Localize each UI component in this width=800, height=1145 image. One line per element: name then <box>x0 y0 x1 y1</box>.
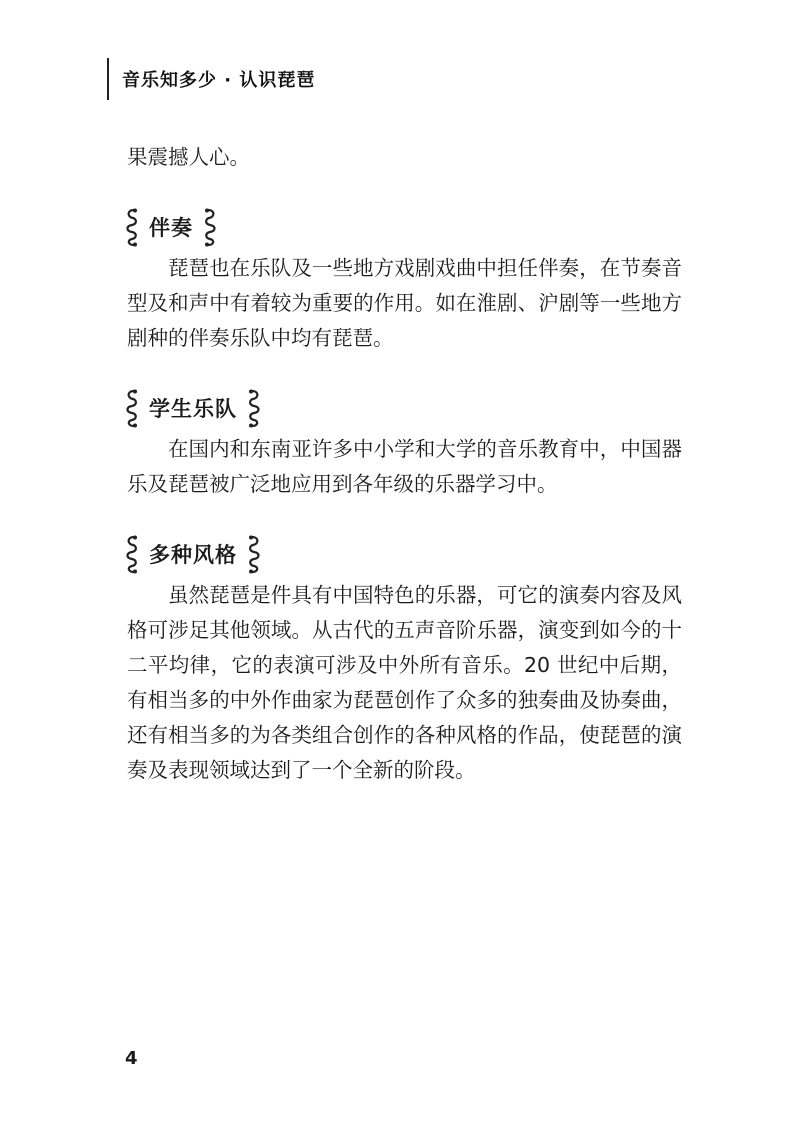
scroll-ornament-right-icon <box>245 388 263 428</box>
section-paragraph: 在国内和东南亚许多中小学和大学的音乐教育中，中国器乐及琵琶被广泛地应用到各年级的乐器学习中。 <box>127 437 682 496</box>
page-number: 4 <box>125 1048 138 1069</box>
intro-paragraph: 果震撼人心。 <box>127 145 250 169</box>
scroll-ornament-left-icon <box>123 207 141 247</box>
section-paragraph: 琵琶也在乐队及一些地方戏剧戏曲中担任伴奏，在节奏音型及和声中有着较为重要的作用。如在淮剧、沪剧等一些地方剧种的伴奏乐队中均有琵琶。 <box>127 256 682 350</box>
scroll-ornament-right-icon <box>201 207 219 247</box>
section-heading <box>123 534 682 574</box>
running-header-title: 音乐知多少 · 认识琵琶 <box>122 70 316 91</box>
page-body <box>127 140 682 788</box>
section-heading <box>123 388 682 428</box>
section-paragraph: 虽然琵琶是件具有中国特色的乐器，可它的演奏内容及风格可涉足其他领域。从古代的五声音阶乐器，演变到如今的十二平均律，它的表演可涉及中外所有音乐。20 世纪中后期，有相当多的中外作曲家为琵琶创作了众多的独奏曲及协奏曲，还有相当多的为各类组合创作的各种风格的作品，使琵琶的演奏及表现领域达到了一个全新的阶段。 <box>127 583 682 782</box>
section-heading-text: 伴奏 <box>149 216 193 240</box>
header-rule <box>107 58 109 100</box>
scroll-ornament-left-icon <box>123 534 141 574</box>
scroll-ornament-right-icon <box>245 534 263 574</box>
section-heading-text: 学生乐队 <box>149 397 237 421</box>
section-heading-text: 多种风格 <box>149 543 237 567</box>
section-heading <box>123 207 682 247</box>
scroll-ornament-left-icon <box>123 388 141 428</box>
